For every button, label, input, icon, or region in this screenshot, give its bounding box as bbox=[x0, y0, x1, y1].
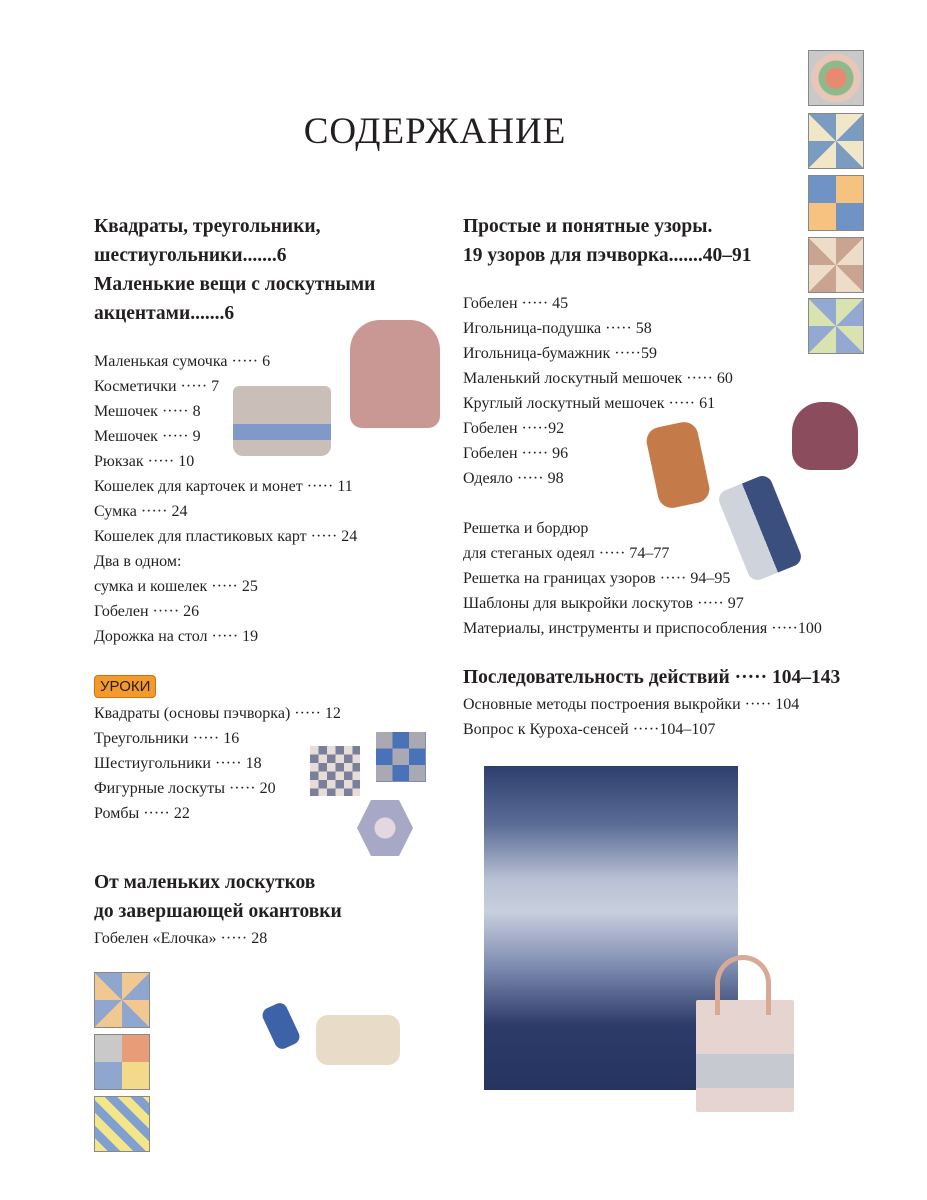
toc-entry: Квадраты (основы пэчворка) ····· 12 bbox=[94, 705, 341, 722]
right-column bbox=[463, 212, 840, 742]
section-heading: Квадраты, треугольники, bbox=[94, 216, 321, 237]
section-heading: Маленькие вещи с лоскутными bbox=[94, 274, 376, 295]
toc-entry: Решетка на границах узоров ····· 94–95 bbox=[463, 570, 731, 587]
toc-entry: Кошелек для карточек и монет ····· 11 bbox=[94, 478, 353, 495]
toc-entry: Треугольники ····· 16 bbox=[94, 730, 240, 747]
toc-entry: Гобелен «Елочка» ····· 28 bbox=[94, 930, 268, 947]
tote-bag-handle bbox=[715, 955, 771, 1015]
page-title: СОДЕРЖАНИЕ bbox=[303, 111, 567, 152]
toc-entry: Гобелен ····· 96 bbox=[463, 445, 569, 462]
toc-entry: Рюкзак ····· 10 bbox=[94, 453, 195, 470]
quilt-block-image bbox=[94, 1034, 150, 1090]
section-heading: Простые и понятные узоры. bbox=[463, 216, 713, 237]
quilt-block-image bbox=[808, 113, 864, 169]
toc-entry: для стеганых одеял ····· 74–77 bbox=[463, 545, 670, 562]
toc-entry: Основные методы построения выкройки ····· 104 bbox=[463, 696, 800, 713]
toc-entry: Мешочек ····· 8 bbox=[94, 403, 201, 420]
toc-entry: Гобелен ····· 45 bbox=[463, 295, 569, 312]
toc-entry: Гобелен ·····92 bbox=[463, 420, 565, 437]
section-heading: Последовательность действий ····· 104–143 bbox=[463, 667, 841, 688]
toc-entry: сумка и кошелек ····· 25 bbox=[94, 578, 258, 595]
toc-entry: Игольница-бумажник ·····59 bbox=[463, 345, 657, 362]
section-heading: 19 узоров для пэчворка.......40–91 bbox=[463, 245, 752, 266]
toc-entry: Игольница-подушка ····· 58 bbox=[463, 320, 652, 337]
quilt-block-image bbox=[94, 1096, 150, 1152]
toc-entry: Сумка ····· 24 bbox=[94, 503, 188, 520]
tote-bag-photo bbox=[696, 1000, 794, 1112]
toc-entry: Мешочек ····· 9 bbox=[94, 428, 201, 445]
toc-entry: Кошелек для пластиковых карт ····· 24 bbox=[94, 528, 358, 545]
pincushion-photo bbox=[316, 1015, 400, 1065]
section-heading: шестиугольники.......6 bbox=[94, 245, 287, 266]
toc-entry: Решетка и бордюр bbox=[463, 520, 589, 537]
toc-entry: Косметички ····· 7 bbox=[94, 378, 220, 395]
drawstring-pouch-photo bbox=[350, 320, 440, 428]
toc-entry: Маленький лоскутный мешочек ····· 60 bbox=[463, 370, 733, 387]
toc-entry: Круглый лоскутный мешочек ····· 61 bbox=[463, 395, 716, 412]
quilt-block-image bbox=[808, 237, 864, 293]
toc-entry: Дорожка на стол ····· 19 bbox=[94, 628, 259, 645]
thread-spool-photo bbox=[260, 1001, 302, 1052]
round-pouch-photo bbox=[792, 402, 858, 470]
quilt-block-image bbox=[808, 50, 864, 106]
toc-entry: Гобелен ····· 26 bbox=[94, 603, 200, 620]
quilt-block-image bbox=[94, 972, 150, 1028]
toc-entry: Шаблоны для выкройки лоскутов ····· 97 bbox=[463, 595, 744, 612]
lessons-badge: УРОКИ bbox=[94, 675, 156, 698]
quilt-block-image bbox=[808, 175, 864, 231]
left-column bbox=[94, 212, 375, 951]
toc-entry: Ромбы ····· 22 bbox=[94, 805, 190, 822]
toc-entry: Маленькая сумочка ····· 6 bbox=[94, 353, 271, 370]
toc-entry: Фигурные лоскуты ····· 20 bbox=[94, 780, 276, 797]
section-heading: акцентами.......6 bbox=[94, 303, 235, 324]
toc-entry: Материалы, инструменты и приспособления ·····100 bbox=[463, 620, 822, 637]
cosmetic-bag-photo bbox=[233, 386, 331, 456]
quilt-block-image bbox=[808, 298, 864, 354]
section-heading: От маленьких лоскутков bbox=[94, 872, 316, 893]
triangles-sample-photo bbox=[310, 746, 360, 796]
toc-entry: Два в одном: bbox=[94, 553, 182, 570]
toc-entry: Одеяло ····· 98 bbox=[463, 470, 564, 487]
squares-sample-photo bbox=[376, 732, 426, 782]
toc-entry: Вопрос к Куроха-сенсей ·····104–107 bbox=[463, 721, 716, 738]
toc-entry: Шестиугольники ····· 18 bbox=[94, 755, 262, 772]
section-heading: до завершающей окантовки bbox=[94, 901, 342, 922]
